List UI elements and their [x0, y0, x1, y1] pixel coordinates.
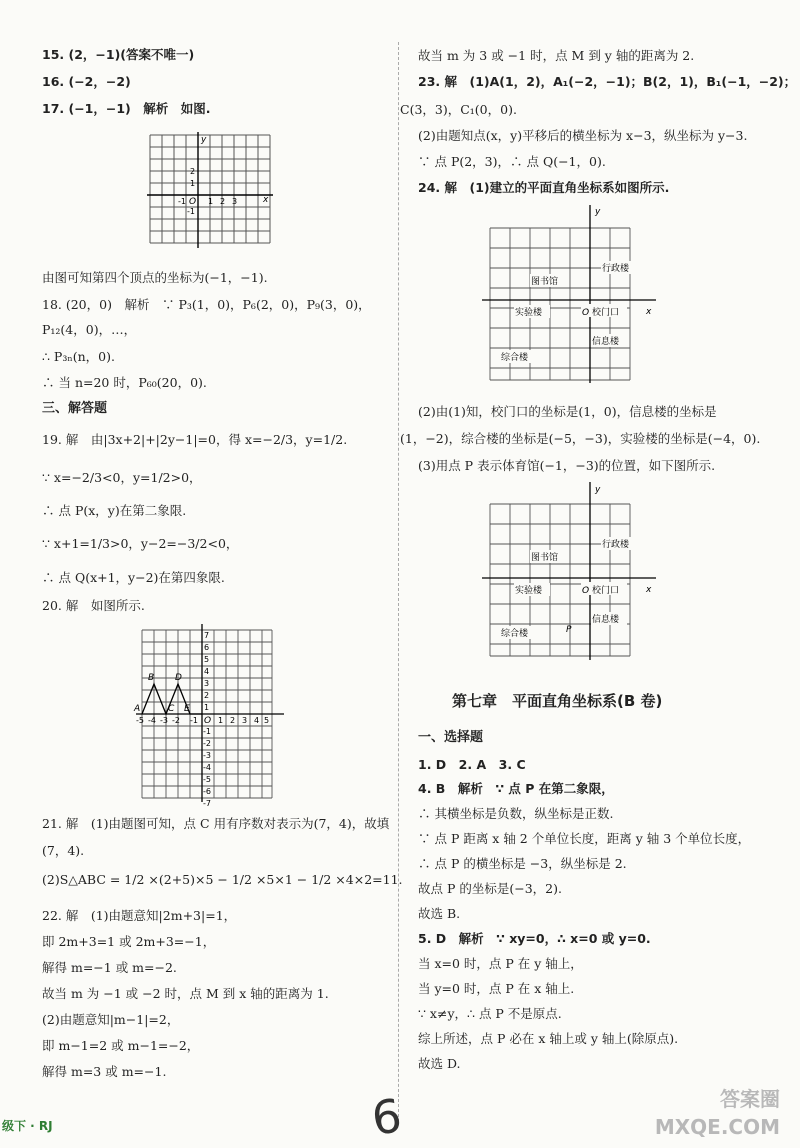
- q5-line: 故选 D.: [418, 1056, 461, 1071]
- q19-line: ∴ 点 Q(x+1，y−2)在第四象限.: [42, 570, 225, 585]
- tick: -7: [203, 799, 211, 807]
- tick: 2: [190, 167, 196, 176]
- q18-line: ∴ 当 n=20 时，P₆₀(20，0).: [42, 375, 207, 390]
- q24-part2-line: (1，−2)，综合楼的坐标是(−5，−3)，实验楼的坐标是(−4，0).: [400, 431, 761, 446]
- label-lab: 实验楼: [515, 308, 543, 318]
- axis-y-label: y: [595, 485, 601, 495]
- chapter-title: 第七章 平面直角坐标系(B 卷): [452, 692, 663, 710]
- tick: -4: [203, 763, 211, 772]
- label-complex: 综合楼: [501, 629, 529, 639]
- point-e-label: E: [184, 704, 190, 714]
- q4-line: 故点 P 的坐标是(−3，2).: [418, 881, 562, 896]
- footer-grade-label: 级下 · RJ: [2, 1119, 53, 1133]
- axis-x-label: x: [263, 195, 269, 205]
- label-info: 信息楼: [592, 615, 620, 625]
- q23-line: C(3，3)，C₁(0，0).: [400, 102, 517, 117]
- point-b-label: B: [148, 673, 155, 683]
- origin-label: O: [582, 308, 590, 318]
- q5-line: 当 x=0 时，点 P 在 y 轴上，: [418, 956, 583, 971]
- q4-line: 故选 B.: [418, 906, 461, 921]
- q22-conclusion: 故当 m 为 3 或 −1 时，点 M 到 y 轴的距离为 2.: [418, 48, 695, 63]
- page-number: 6: [368, 1088, 405, 1146]
- q17: 17. (−1，−1) 解析 如图.: [42, 101, 211, 116]
- tick: -5: [136, 716, 144, 725]
- q18-line: P₁₂(4，0)，…，: [42, 322, 137, 337]
- tick: 3: [204, 679, 210, 688]
- tick: 5: [204, 655, 210, 664]
- origin-label: O: [204, 716, 212, 726]
- tick: -1: [178, 197, 186, 206]
- tick: -1: [187, 207, 195, 216]
- tick: -4: [148, 716, 156, 725]
- tick: -2: [203, 739, 211, 748]
- q20: 20. 解 如图所示.: [42, 598, 145, 613]
- graph-q17: [145, 130, 275, 252]
- q4-line: ∵ 点 P 距离 x 轴 2 个单位长度，距离 y 轴 3 个单位长度，: [418, 831, 751, 846]
- point-c-label: C: [168, 704, 175, 714]
- q16: 16. (−2，−2): [42, 74, 131, 89]
- tick: -2: [172, 716, 180, 725]
- answers-1-3: 1. D 2. A 3. C: [418, 757, 526, 772]
- axis-x-label: x: [646, 585, 652, 595]
- tick: -5: [203, 775, 211, 784]
- q24: 24. 解 (1)建立的平面直角坐标系如图所示.: [418, 180, 670, 195]
- q5-line: ∵ x≠y，∴ 点 P 不是原点.: [418, 1006, 562, 1021]
- label-library: 图书馆: [531, 553, 559, 563]
- q19: 19. 解 由|3x+2|+|2y−1|=0，得 x=−2/3，y=1/2.: [42, 432, 348, 447]
- point-p-label: P: [566, 625, 572, 635]
- label-info: 信息楼: [592, 337, 620, 347]
- graph-q20: [132, 622, 290, 807]
- tick: -1: [203, 727, 211, 736]
- tick: 7: [204, 631, 210, 640]
- q23: 23. 解 (1)A(1，2)，A₁(−2，−1)；B(2，1)，B₁(−1，−2)；: [418, 74, 797, 89]
- tick: 4: [254, 716, 260, 725]
- tick: 6: [204, 643, 210, 652]
- q5-line: 综上所述，点 P 必在 x 轴上或 y 轴上(除原点).: [418, 1031, 679, 1046]
- map-grid-1: [480, 200, 660, 385]
- q22-line: (2)由题意知|m−1|=2，: [42, 1012, 180, 1027]
- tick: -6: [203, 787, 211, 796]
- label-library: 图书馆: [531, 277, 559, 287]
- origin-label: O: [582, 586, 590, 596]
- q5-line: 当 y=0 时，点 P 在 x 轴上.: [418, 981, 575, 996]
- q24-part3: (3)用点 P 表示体育馆(−1，−3)的位置，如下图所示.: [418, 458, 716, 473]
- q23-line: ∵ 点 P(2，3)，∴ 点 Q(−1，0).: [418, 154, 606, 169]
- watermark-url: MXQE.COM: [654, 1115, 780, 1139]
- axis-y-label: y: [595, 207, 601, 217]
- q4-line: ∴ 点 P 的横坐标是 −3，纵坐标是 2.: [418, 856, 627, 871]
- q22-line: 故当 m 为 −1 或 −2 时，点 M 到 x 轴的距离为 1.: [42, 986, 329, 1001]
- tick: 1: [190, 179, 196, 188]
- q22-line: 解得 m=3 或 m=−1.: [42, 1064, 167, 1079]
- section-heading: 三、解答题: [42, 401, 108, 416]
- q15: 15. (2，−1)(答案不唯一): [42, 47, 195, 62]
- map-grid-2: [480, 480, 660, 665]
- q22-line: 即 2m+3=1 或 2m+3=−1，: [42, 934, 216, 949]
- tick: -3: [203, 751, 211, 760]
- origin-label: O: [189, 197, 197, 207]
- watermark-text: 答案圈: [720, 1087, 780, 1111]
- tick: 4: [204, 667, 210, 676]
- q4: 4. B 解析 ∵ 点 P 在第二象限，: [418, 781, 614, 796]
- q21-line: (7，4).: [42, 843, 85, 858]
- q4-line: ∴ 其横坐标是负数，纵坐标是正数.: [418, 806, 614, 821]
- label-gate: 校门口: [592, 308, 620, 318]
- tick: 2: [220, 197, 226, 206]
- tick: 1: [204, 703, 210, 712]
- q19-line: ∵ x+1=1/3>0，y−2=−3/2<0，: [42, 536, 239, 551]
- tick: 5: [264, 716, 270, 725]
- column-divider: [398, 42, 399, 1122]
- tick: 1: [208, 197, 214, 206]
- q21: 21. 解 (1)由题图可知，点 C 用有序数对表示为(7，4)，故填: [42, 816, 390, 831]
- q19-line: ∵ x=−2/3<0，y=1/2>0，: [42, 470, 202, 485]
- tick: 2: [230, 716, 236, 725]
- label-gate: 校门口: [592, 586, 620, 596]
- watermark: [655, 1085, 780, 1141]
- q19-line: ∴ 点 P(x，y)在第二象限.: [42, 503, 187, 518]
- axis-y-label: y: [201, 135, 207, 145]
- q22-line: 解得 m=−1 或 m=−2.: [42, 960, 177, 975]
- tick: 2: [204, 691, 210, 700]
- q21-area: (2)S△ABC = 1/2 ×(2+5)×5 − 1/2 ×5×1 − 1/2 ×4×2=11.: [42, 872, 403, 887]
- label-admin: 行政楼: [602, 264, 630, 274]
- tick: -1: [190, 716, 198, 725]
- section-heading: 一、选择题: [418, 730, 484, 745]
- label-complex: 综合楼: [501, 353, 529, 363]
- point-d-label: D: [175, 673, 182, 683]
- q22-line: 即 m−1=2 或 m−1=−2，: [42, 1038, 200, 1053]
- label-lab: 实验楼: [515, 586, 543, 596]
- tick: -3: [160, 716, 168, 725]
- tick: 3: [242, 716, 248, 725]
- q18-line: ∴ P₃ₙ(n，0).: [42, 349, 115, 364]
- q22: 22. 解 (1)由题意知|2m+3|=1，: [42, 908, 237, 923]
- tick: 1: [218, 716, 224, 725]
- tick: 3: [232, 197, 238, 206]
- q23-line: (2)由题知点(x，y)平移后的横坐标为 x−3，纵坐标为 y−3.: [418, 128, 748, 143]
- q18: 18. (20，0) 解析 ∵ P₃(1，0)，P₆(2，0)，P₉(3，0)，: [42, 297, 371, 312]
- label-admin: 行政楼: [602, 540, 630, 550]
- axis-x-label: x: [646, 307, 652, 317]
- q5: 5. D 解析 ∵ xy=0，∴ x=0 或 y=0.: [418, 931, 651, 946]
- q17-result: 由图可知第四个顶点的坐标为(−1，−1).: [42, 270, 268, 285]
- point-a-label: A: [134, 704, 141, 714]
- q24-part2: (2)由(1)知，校门口的坐标是(1，0)，信息楼的坐标是: [418, 404, 717, 419]
